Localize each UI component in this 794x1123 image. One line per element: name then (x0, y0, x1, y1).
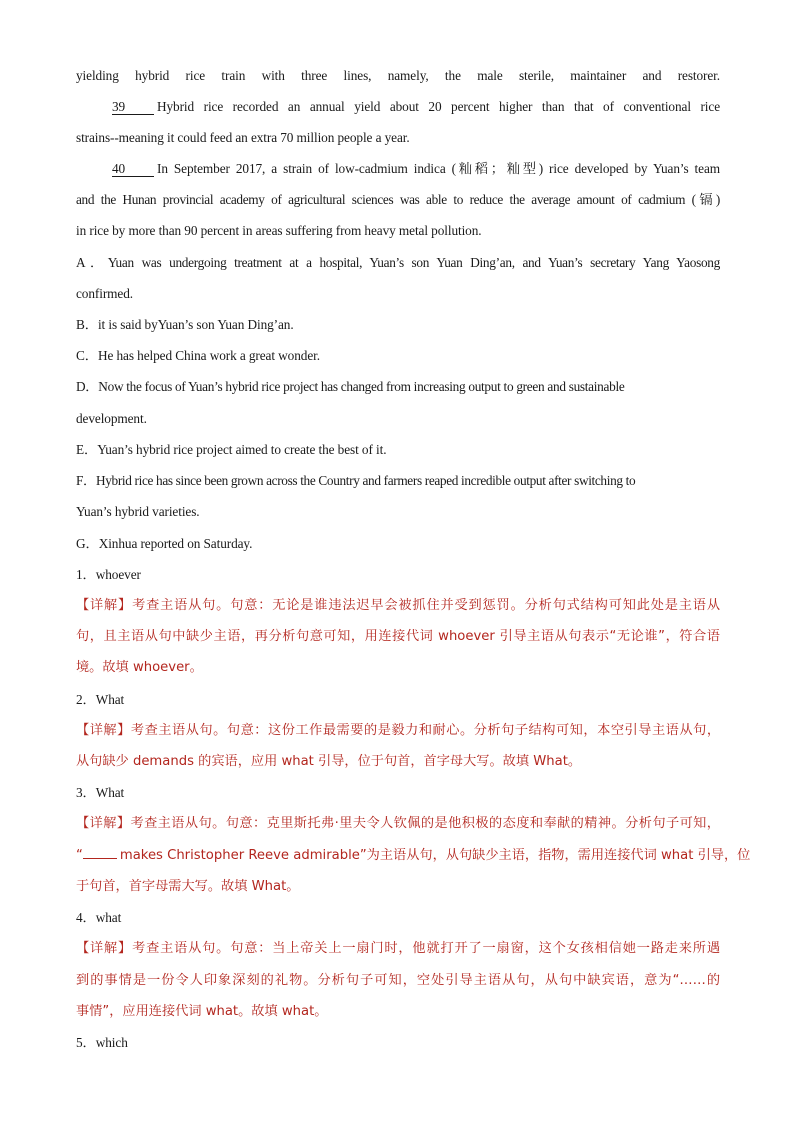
answer-blank-39: 39 (112, 99, 154, 115)
answer-explanation-1: 【详解】考查主语从句。句意：无论是谁违法迟早会被抓住并受到惩罚。分析句式结构可知此处是主语从 (76, 598, 721, 613)
detail-tag: 【详解】 (76, 723, 131, 738)
answer-blank-40: 40 (112, 161, 154, 177)
answer-explanation-1-line2: 句，且主语从句中缺少主语，再分析句意可知，用连接代词 whoever 引导主语从句表示“无论谁”，符合语 (76, 629, 720, 644)
answer-explanation-1-line3: 境。故填 whoever。 (76, 660, 203, 675)
option-a-line2: confirmed. (76, 286, 133, 301)
option-c: C．He has helped China work a great wonder. (76, 348, 320, 363)
question-40-text: In September 2017, a strain of low-cadmium indica (籼稻；籼型) rice developed by Yuan’s team (157, 161, 720, 176)
question-39-text: Hybrid rice recorded an annual yield about 20 percent higher than that of conventional rice (157, 99, 720, 114)
answer-label-1: 1．whoever (76, 567, 141, 582)
answer-label-4: 4．what (76, 910, 122, 925)
answer-explanation-4: 【详解】考查主语从句。句意：当上帝关上一扇门时，他就打开了一扇窗，这个女孩相信她一路走来所遇 (76, 941, 721, 956)
option-g: G．Xinhua reported on Saturday. (76, 536, 253, 551)
answer-explanation-3: 【详解】考查主语从句。句意：克里斯托弗·里夫令人钦佩的是他积极的态度和奉献的精神。分析句子可知， (76, 816, 720, 831)
question-39 (112, 98, 720, 116)
option-b: B．it is said byYuan’s son Yuan Ding’an. (76, 317, 294, 332)
option-f: F．Hybrid rice has since been grown across the Country and farmers reaped incredible output after switching to (76, 473, 636, 488)
detail-tag: 【详解】 (76, 598, 133, 613)
option-f-line2: Yuan’s hybrid varieties. (76, 504, 200, 519)
passage-line: yielding hybrid rice train with three lines, namely, the male sterile, maintainer and restorer. (76, 68, 720, 83)
question-39-line2: strains--meaning it could feed an extra 70 million people a year. (76, 130, 410, 145)
answer-label-5: 5．which (76, 1035, 128, 1050)
question-40-line2: and the Hunan provincial academy of agricultural sciences was able to reduce the average amount of cadmium (镉) (76, 192, 720, 207)
question-40 (112, 160, 720, 178)
answer-explanation-3-line3: 于句首，首字母需大写。故填 What。 (76, 879, 300, 894)
option-e: E．Yuan’s hybrid rice project aimed to create the best of it. (76, 442, 387, 457)
answer-explanation-2-line2: 从句缺少 demands 的宾语，应用 what 引导，位于句首，首字母大写。故填 What。 (76, 754, 582, 769)
option-d-line2: development. (76, 411, 147, 426)
answer-explanation-4-line3: 事情”，应用连接代词 what。故填 what。 (76, 1004, 328, 1019)
question-40-line3: in rice by more than 90 percent in areas suffering from heavy metal pollution. (76, 223, 482, 238)
answer-blank (83, 858, 117, 859)
option-d: D．Now the focus of Yuan’s hybrid rice project has changed from increasing output to green and sustainable (76, 379, 625, 394)
answer-explanation-4-line2: 到的事情是一份令人印象深刻的礼物。分析句子可知，空处引导主语从句，从句中缺宾语，意为“……的 (76, 973, 720, 988)
answer-label-2: 2．What (76, 692, 125, 707)
option-a: A．Yuan was undergoing treatment at a hospital, Yuan’s son Yuan Ding’an, and Yuan’s secretary Yang Yaosong (76, 255, 720, 270)
detail-tag: 【详解】 (76, 941, 133, 956)
answer-explanation-3-line2: “ makes Christopher Reeve admirable”为主语从句，从句缺少主语，指物，需用连接代词 what 引导，位 (76, 848, 751, 863)
answer-label-3: 3．What (76, 785, 125, 800)
detail-tag: 【详解】 (76, 816, 131, 831)
answer-explanation-2: 【详解】考查主语从句。句意：这份工作最需要的是毅力和耐心。分析句子结构可知，本空引导主语从句， (76, 723, 721, 738)
